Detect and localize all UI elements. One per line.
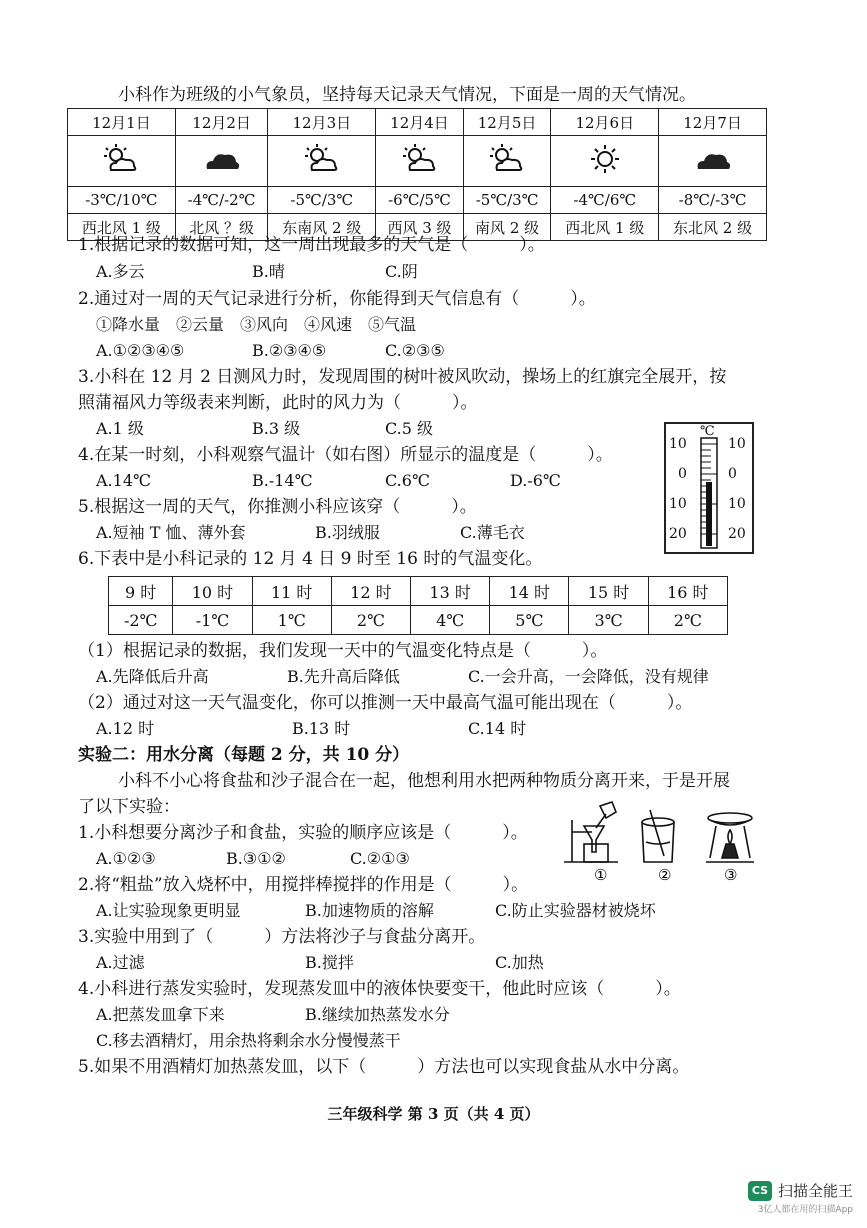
q6-stem: 6.下表中是小科记录的 12 月 4 日 9 时至 16 时的气温变化。 [78, 549, 543, 569]
e4-option-a: A.把蒸发皿拿下来 [96, 1005, 225, 1024]
e3-option-a: A.过滤 [96, 953, 145, 972]
q2-option-c: C.②③⑤ [385, 341, 445, 360]
q5-option-a: A.短袖 T 恤、薄外套 [96, 523, 246, 542]
date-cell: 12月5日 [463, 109, 551, 136]
q3-option-a: A.1 级 [96, 419, 144, 438]
q4-option-b: B.-14℃ [252, 471, 313, 490]
hour-cell: 15 时 [569, 577, 648, 606]
e4-stem: 4.小科进行蒸发实验时，发现蒸发皿中的液体快要变干，他此时应该（ ）。 [78, 979, 681, 999]
date-cell: 12月3日 [268, 109, 376, 136]
scanner-logo-icon: CS [748, 1181, 772, 1201]
thermometer-label-left: 10 [669, 436, 687, 452]
e2-stem: 2.将“粗盐”放入烧杯中，用搅拌棒搅拌的作用是（ ）。 [78, 875, 529, 895]
hours-row [109, 577, 728, 606]
temperature-table [108, 576, 728, 635]
wind-cell: 东南风 2 级 [268, 214, 376, 241]
thermometer-label-right: 10 [728, 496, 746, 512]
hour-temp-cell: 2℃ [331, 606, 410, 635]
scanner-brand-tagline: 3亿人都在用的扫描App [757, 1205, 853, 1215]
q3-option-c: C.5 级 [385, 419, 434, 438]
q5-option-b: B.羽绒服 [315, 523, 380, 542]
partly-cloudy-icon [400, 143, 440, 175]
wind-cell: 南风 2 级 [463, 214, 551, 241]
hour-cell: 10 时 [173, 577, 252, 606]
lab-label: ③ [724, 866, 738, 882]
q6-1-option-a: A.先降低后升高 [96, 667, 209, 686]
lab-apparatus-figure [560, 800, 760, 882]
q2-stem: 2.通过对一周的天气记录进行分析，你能得到天气信息有（ ）。 [78, 289, 596, 309]
q2-option-b: B.②③④⑤ [252, 341, 327, 360]
temp-cell: -3℃/10℃ [68, 187, 176, 214]
wind-cell: 北风 ？级 [175, 214, 268, 241]
hour-temp-cell: -1℃ [173, 606, 252, 635]
q6-2-option-a: A.12 时 [96, 719, 155, 738]
evaporation-apparatus [706, 813, 754, 862]
hour-temp-cell: 4℃ [411, 606, 490, 635]
weather-icons-row [68, 136, 767, 187]
hour-temp-cell: 1℃ [252, 606, 331, 635]
q5-stem: 5.根据这一周的天气，你推测小科应该穿（ ）。 [78, 497, 477, 517]
e1-option-a: A.①②③ [96, 849, 156, 868]
cloudy-icon [693, 143, 733, 175]
e1-option-b: B.③①② [226, 849, 286, 868]
q1-stem: 1.根据记录的数据可知，这一周出现最多的天气是（ ）。 [78, 235, 545, 255]
thermometer-label-left: 20 [669, 526, 687, 542]
e4-option-c: C.移去酒精灯，用余热将剩余水分慢慢蒸干 [96, 1031, 401, 1050]
thermometer-label-right: 10 [728, 436, 746, 452]
scanner-brand-name: 扫描全能王 [777, 1182, 853, 1200]
e1-stem: 1.小科想要分离沙子和食盐，实验的顺序应该是（ ）。 [78, 823, 528, 843]
weather-dates-row [68, 109, 767, 136]
filtration-apparatus [564, 802, 618, 862]
date-cell: 12月6日 [551, 109, 659, 136]
q6-1-option-c: C.一会升高，一会降低，没有规律 [468, 667, 709, 686]
partly-cloudy-icon [487, 143, 527, 175]
intro-text: 小科作为班级的小气象员，坚持每天记录天气情况，下面是一周的天气情况。 [118, 85, 696, 105]
date-cell: 12月7日 [659, 109, 767, 136]
e3-option-b: B.搅拌 [305, 953, 354, 972]
dissolving-apparatus [642, 810, 674, 862]
weather-table [67, 108, 767, 241]
thermometer-label-left: 10 [669, 496, 687, 512]
q6-1-option-b: B.先升高后降低 [287, 667, 400, 686]
q6-1-stem: （1）根据记录的数据，我们发现一天中的气温变化特点是（ ）。 [78, 641, 608, 661]
e2-option-c: C.防止实验器材被烧坏 [495, 901, 656, 920]
hour-cell: 12 时 [331, 577, 410, 606]
wind-cell: 西北风 1 级 [68, 214, 176, 241]
lab-label: ② [658, 866, 672, 882]
weather-temps-row [68, 187, 767, 214]
thermometer-label-right: 0 [728, 466, 737, 482]
scanner-watermark [748, 1180, 853, 1215]
lab-label: ① [594, 866, 608, 882]
date-cell: 12月4日 [376, 109, 464, 136]
q1-option-c: C.阴 [385, 262, 418, 281]
partly-cloudy-icon [101, 143, 141, 175]
thermometer-figure [664, 422, 754, 554]
wind-cell: 西风 3 级 [376, 214, 464, 241]
experiment-2-paragraph-line1: 小科不小心将食盐和沙子混合在一起，他想利用水把两种物质分离开来，于是开展 [118, 771, 730, 791]
q1-option-a: A.多云 [96, 262, 145, 281]
q1-option-b: B.晴 [252, 262, 285, 281]
q4-stem: 4.在某一时刻，小科观察气温计（如右图）所显示的温度是（ ）。 [78, 445, 613, 465]
partly-cloudy-icon [302, 143, 342, 175]
date-cell: 12月2日 [175, 109, 268, 136]
experiment-2-paragraph-line2: 了以下实验： [78, 797, 180, 817]
e5-stem: 5.如果不用酒精灯加热蒸发皿，以下（ ）方法也可以实现食盐从水中分离。 [78, 1057, 690, 1077]
q4-option-c: C.6℃ [385, 471, 430, 490]
thermometer-unit: ℃ [700, 424, 715, 439]
lab-apparatus-svg [560, 800, 760, 882]
thermometer-label-right: 20 [728, 526, 746, 542]
wind-cell: 西北风 1 级 [551, 214, 659, 241]
temp-cell: -4℃/6℃ [551, 187, 659, 214]
q2-option-a: A.①②③④⑤ [96, 341, 185, 360]
e4-option-b: B.继续加热蒸发水分 [305, 1005, 450, 1024]
q3-stem-line2: 照蒲福风力等级表来判断，此时的风力为（ ）。 [78, 393, 478, 413]
q6-2-option-c: C.14 时 [468, 719, 527, 738]
e2-option-b: B.加速物质的溶解 [305, 901, 434, 920]
temp-cell: -8℃/-3℃ [659, 187, 767, 214]
q2-items: ①降水量 ②云量 ③风向 ④风速 ⑤气温 [96, 315, 417, 334]
sunny-icon [585, 143, 625, 175]
q3-option-b: B.3 级 [252, 419, 301, 438]
e1-option-c: C.②①③ [350, 849, 410, 868]
experiment-2-title: 实验二：用水分离（每题 2 分，共 10 分） [78, 745, 410, 765]
q6-2-option-b: B.13 时 [292, 719, 351, 738]
cloudy-icon [202, 143, 242, 175]
date-cell: 12月1日 [68, 109, 176, 136]
hour-cell: 11 时 [252, 577, 331, 606]
hour-cell: 9 时 [109, 577, 173, 606]
page-footer: 三年级科学 第 3 页（共 4 页） [327, 1105, 540, 1123]
temp-cell: -5℃/3℃ [268, 187, 376, 214]
temps-row [109, 606, 728, 635]
hour-temp-cell: 2℃ [648, 606, 727, 635]
temp-cell: -5℃/3℃ [463, 187, 551, 214]
hour-temp-cell: -2℃ [109, 606, 173, 635]
e2-option-a: A.让实验现象更明显 [96, 901, 241, 920]
hour-temp-cell: 3℃ [569, 606, 648, 635]
q5-option-c: C.薄毛衣 [460, 523, 525, 542]
e3-option-c: C.加热 [495, 953, 544, 972]
hour-cell: 16 时 [648, 577, 727, 606]
hour-cell: 13 时 [411, 577, 490, 606]
hour-temp-cell: 5℃ [490, 606, 569, 635]
thermometer-label-left: 0 [678, 466, 687, 482]
q4-option-d: D.-6℃ [510, 471, 561, 490]
wind-cell: 东北风 2 级 [659, 214, 767, 241]
e3-stem: 3.实验中用到了（ ）方法将沙子与食盐分离开。 [78, 927, 486, 947]
temp-cell: -6℃/5℃ [376, 187, 464, 214]
q6-2-stem: （2）通过对这一天气温变化，你可以推测一天中最高气温可能出现在（ ）。 [78, 693, 693, 713]
q3-stem-line1: 3.小科在 12 月 2 日测风力时，发现周围的树叶被风吹动，操场上的红旗完全展开，按 [78, 367, 727, 387]
hour-cell: 14 时 [490, 577, 569, 606]
q4-option-a: A.14℃ [96, 471, 151, 490]
temp-cell: -4℃/-2℃ [175, 187, 268, 214]
